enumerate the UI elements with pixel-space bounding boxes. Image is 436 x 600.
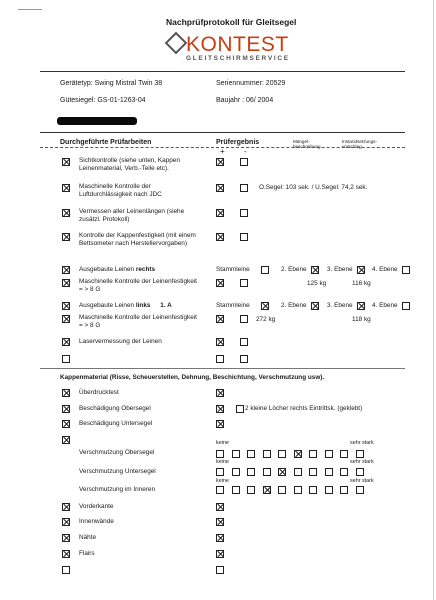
kappen-obersegel-plus[interactable] [216, 405, 224, 413]
item-9-minus[interactable] [240, 338, 248, 346]
scale-ober-box[interactable] [278, 450, 286, 458]
scale-ober-box[interactable] [309, 450, 317, 458]
header-instandsetzung: Instandsetzungs- vorschlag [342, 139, 377, 149]
item-7-label-bold: links [135, 302, 151, 309]
item-5-label-bold: rechts [135, 266, 156, 273]
innenwaende-check[interactable] [62, 518, 70, 526]
divider-top [40, 71, 405, 72]
scale-unter-box[interactable] [356, 468, 364, 476]
header-plus: + [220, 147, 225, 156]
geraetetyp: Gerätetyp: Swing Mistral Twin 38 [60, 80, 163, 87]
flairs-check[interactable] [62, 550, 70, 558]
item-9-plus[interactable] [216, 338, 224, 346]
scale-unter-box[interactable] [294, 468, 302, 476]
ebene2-l-label: 2. Ebene [281, 302, 307, 309]
scale-innen-box[interactable] [278, 486, 286, 494]
kappen-heading: Kappenmaterial (Risse, Scheuerstellen, Dehnung, Beschichtung, Verschmutzung usw). [60, 374, 325, 381]
divider-info [40, 132, 405, 133]
scale-unter-box[interactable] [263, 468, 271, 476]
item-8-check[interactable] [62, 315, 70, 323]
stammleine-r-check[interactable] [261, 266, 269, 274]
scale-innen-box[interactable] [356, 486, 364, 494]
page-title: Nachprüfprotokoll für Gleitsegel [166, 17, 297, 27]
vorderkante-label: Vorderkante [79, 503, 114, 510]
scale-unter-keine: keine [216, 459, 229, 465]
header-maengel: Mängel- beschreibung [293, 139, 321, 149]
item-1-label: Sichtkontrolle (siehe unten, Kappen Leinenmaterial, Verb.-Teile etc). [79, 157, 180, 172]
empty-row-check[interactable] [62, 566, 70, 574]
scale-unter-box[interactable] [232, 468, 240, 476]
scale-ober-box[interactable] [325, 450, 333, 458]
item-6-label: Maschinelle Kontrolle der Leinenfestigkeit = > 8 G [79, 278, 197, 293]
item-7-extra: 1. A [160, 302, 172, 309]
header-ergebnis: Prüfergebnis [216, 139, 260, 146]
vorderkante-plus[interactable] [216, 503, 224, 511]
item-6-check[interactable] [62, 279, 70, 287]
scale-unter-box[interactable] [309, 468, 317, 476]
item-9-label: Laservermessung der Leinen [79, 338, 162, 345]
scale-innen-stark: sehr stark [350, 478, 374, 484]
naehte-plus[interactable] [216, 534, 224, 542]
ebene2-r-label: 2. Ebene [281, 266, 307, 273]
innenwaende-label: Innenwände [79, 518, 114, 525]
naehte-label: Nähte [79, 534, 97, 541]
seriennummer: Seriennummer: 20529 [216, 80, 286, 87]
vorderkante-check[interactable] [62, 503, 70, 511]
item-1-minus[interactable] [240, 158, 248, 166]
scale-ober-box[interactable] [263, 450, 271, 458]
item-4-check[interactable] [62, 233, 70, 241]
item-1-plus[interactable] [216, 158, 224, 166]
kappen-ueberdruck-check[interactable] [62, 389, 70, 397]
dash-divider [40, 147, 405, 148]
scale-ober-keine: keine [216, 440, 229, 446]
logo-subtitle: GLEITSCHIRMSERVICE [186, 55, 290, 62]
item-9-check[interactable] [62, 338, 70, 346]
baujahr: Baujahr : 06/ 2004 [216, 97, 274, 104]
scale-ober-box[interactable] [216, 450, 224, 458]
item-10-minus[interactable] [240, 355, 248, 363]
kappen-obersegel-minus[interactable] [236, 405, 244, 413]
header-arbeiten: Durchgeführte Prüfarbeiten [60, 139, 152, 146]
scale-unter-box[interactable] [216, 468, 224, 476]
ebene3-r-check[interactable] [357, 266, 365, 274]
verschm-unter-label: Verschmutzung Untersegel [79, 468, 156, 475]
kappen-obersegel-label: Beschädigung Obersegel [79, 405, 151, 412]
scale-innen-box[interactable] [232, 486, 240, 494]
item-7-label [79, 302, 172, 309]
ebene3-l-label: 3. Ebene [327, 302, 353, 309]
item-1-check[interactable] [62, 158, 70, 166]
scale-ober-box[interactable] [247, 450, 255, 458]
item-2-check[interactable] [62, 184, 70, 192]
links-272: 272 kg [256, 316, 276, 323]
ebene2-r-check[interactable] [311, 266, 319, 274]
kappen-obersegel-note: 2 kleine Löcher rechts Eintrittsk. (geklebt) [245, 405, 363, 412]
scale-unter-stark: sehr stark [350, 459, 374, 465]
ebene4-r-check[interactable] [402, 266, 410, 274]
item-4-label: Kontrolle der Kappenfestigkeit (mit einem Bettsometer nach Herstellervorgaben) [79, 232, 196, 247]
kappen-ueberdruck-plus[interactable] [216, 389, 224, 397]
scale-unter-box[interactable] [325, 468, 333, 476]
redacted-field [57, 117, 137, 125]
scale-ober-box[interactable] [232, 450, 240, 458]
item-3-label: Vermessen aller Leinenlängen (siehe zusätzl. Protokoll) [79, 208, 185, 223]
scale-innen-box[interactable] [325, 486, 333, 494]
item-6-plus[interactable] [216, 279, 224, 287]
item-2-note: O.Segel: 103 sek. / U.Segel: 74,2 sek. [259, 184, 368, 191]
innenwaende-plus[interactable] [216, 518, 224, 526]
ebene4-l-label: 4. Ebene [372, 302, 398, 309]
scale-innen-box[interactable] [309, 486, 317, 494]
rechts-116: 116 kg [352, 280, 371, 287]
kappen-verschm-check[interactable] [62, 436, 70, 444]
scale-ober-stark: sehr stark [350, 440, 374, 446]
scale-ober-box[interactable] [294, 450, 302, 458]
item-5-check[interactable] [62, 266, 70, 274]
item-3-minus[interactable] [240, 209, 248, 217]
guetesiegel: Gütesiegel: GS-01-1263-04 [60, 97, 146, 104]
verschm-ober-label: Verschmutzung Obersegel [79, 449, 155, 456]
item-8-minus[interactable] [240, 315, 248, 323]
kappen-ueberdruck-label: Überdrucktest [79, 389, 119, 396]
item-3-check[interactable] [62, 209, 70, 217]
item-8-label: Maschinelle Kontrolle der Leinenfestigkeit = > 8 G [79, 314, 197, 329]
scale-unter-box[interactable] [278, 468, 286, 476]
kappen-obersegel-check[interactable] [62, 405, 70, 413]
scale-innen-box[interactable] [247, 486, 255, 494]
ebene2-l-check[interactable] [311, 302, 319, 310]
scale-innen-box[interactable] [263, 486, 271, 494]
scan-mark [18, 9, 42, 10]
divider-kappen [40, 368, 405, 369]
scale-ober-box[interactable] [340, 450, 348, 458]
logo-name: KONTEST [186, 33, 289, 56]
verschm-innen-label: Verschmutzung im Inneren [79, 486, 156, 493]
scale-unter-box[interactable] [340, 468, 348, 476]
flairs-label: Flairs [79, 550, 95, 557]
item-6-minus[interactable] [240, 279, 248, 287]
item-7-label-text: Ausgebaute Leinen [79, 302, 135, 309]
links-118: 118 kg [352, 316, 371, 323]
naehte-check[interactable] [62, 534, 70, 542]
item-5-label [79, 266, 155, 273]
header-minus: - [244, 147, 247, 156]
rechts-125: 125 kg [307, 280, 327, 287]
ebene3-l-check[interactable] [357, 302, 365, 310]
kappen-untersegel-plus[interactable] [216, 420, 224, 428]
stammleine-l-label: Stammleine [216, 302, 250, 309]
scale-innen-box[interactable] [294, 486, 302, 494]
item-7-check[interactable] [62, 302, 70, 310]
item-2-label: Maschinelle Kontrolle der Luftdurchlässigkeit nach JDC [79, 183, 162, 198]
item-4-plus[interactable] [216, 233, 224, 241]
item-4-minus[interactable] [240, 233, 248, 241]
scale-ober-box[interactable] [356, 450, 364, 458]
flairs-plus[interactable] [216, 550, 224, 558]
ebene3-r-label: 3. Ebene [327, 266, 353, 273]
item-2-minus[interactable] [240, 184, 248, 192]
ebene4-l-check[interactable] [402, 302, 410, 310]
item-10-plus[interactable] [216, 355, 224, 363]
item-2-plus[interactable] [216, 184, 224, 192]
kontest-logo-icon [165, 32, 188, 55]
item-8-plus[interactable] [216, 315, 224, 323]
item-3-plus[interactable] [216, 209, 224, 217]
scale-innen-keine: keine [216, 478, 229, 484]
ebene4-r-label: 4. Ebene [372, 266, 398, 273]
empty-row-plus[interactable] [216, 566, 224, 574]
item-10-check[interactable] [62, 355, 70, 363]
scan-edge [433, 0, 434, 600]
stammleine-r-label: Stammleine [216, 266, 250, 273]
stammleine-l-check[interactable] [261, 302, 269, 310]
scale-innen-box[interactable] [216, 486, 224, 494]
scale-unter-box[interactable] [247, 468, 255, 476]
kappen-untersegel-label: Beschädigung Untersegel [79, 420, 153, 427]
item-5-label-text: Ausgebaute Leinen [79, 266, 135, 273]
scale-innen-box[interactable] [340, 486, 348, 494]
kappen-untersegel-check[interactable] [62, 420, 70, 428]
